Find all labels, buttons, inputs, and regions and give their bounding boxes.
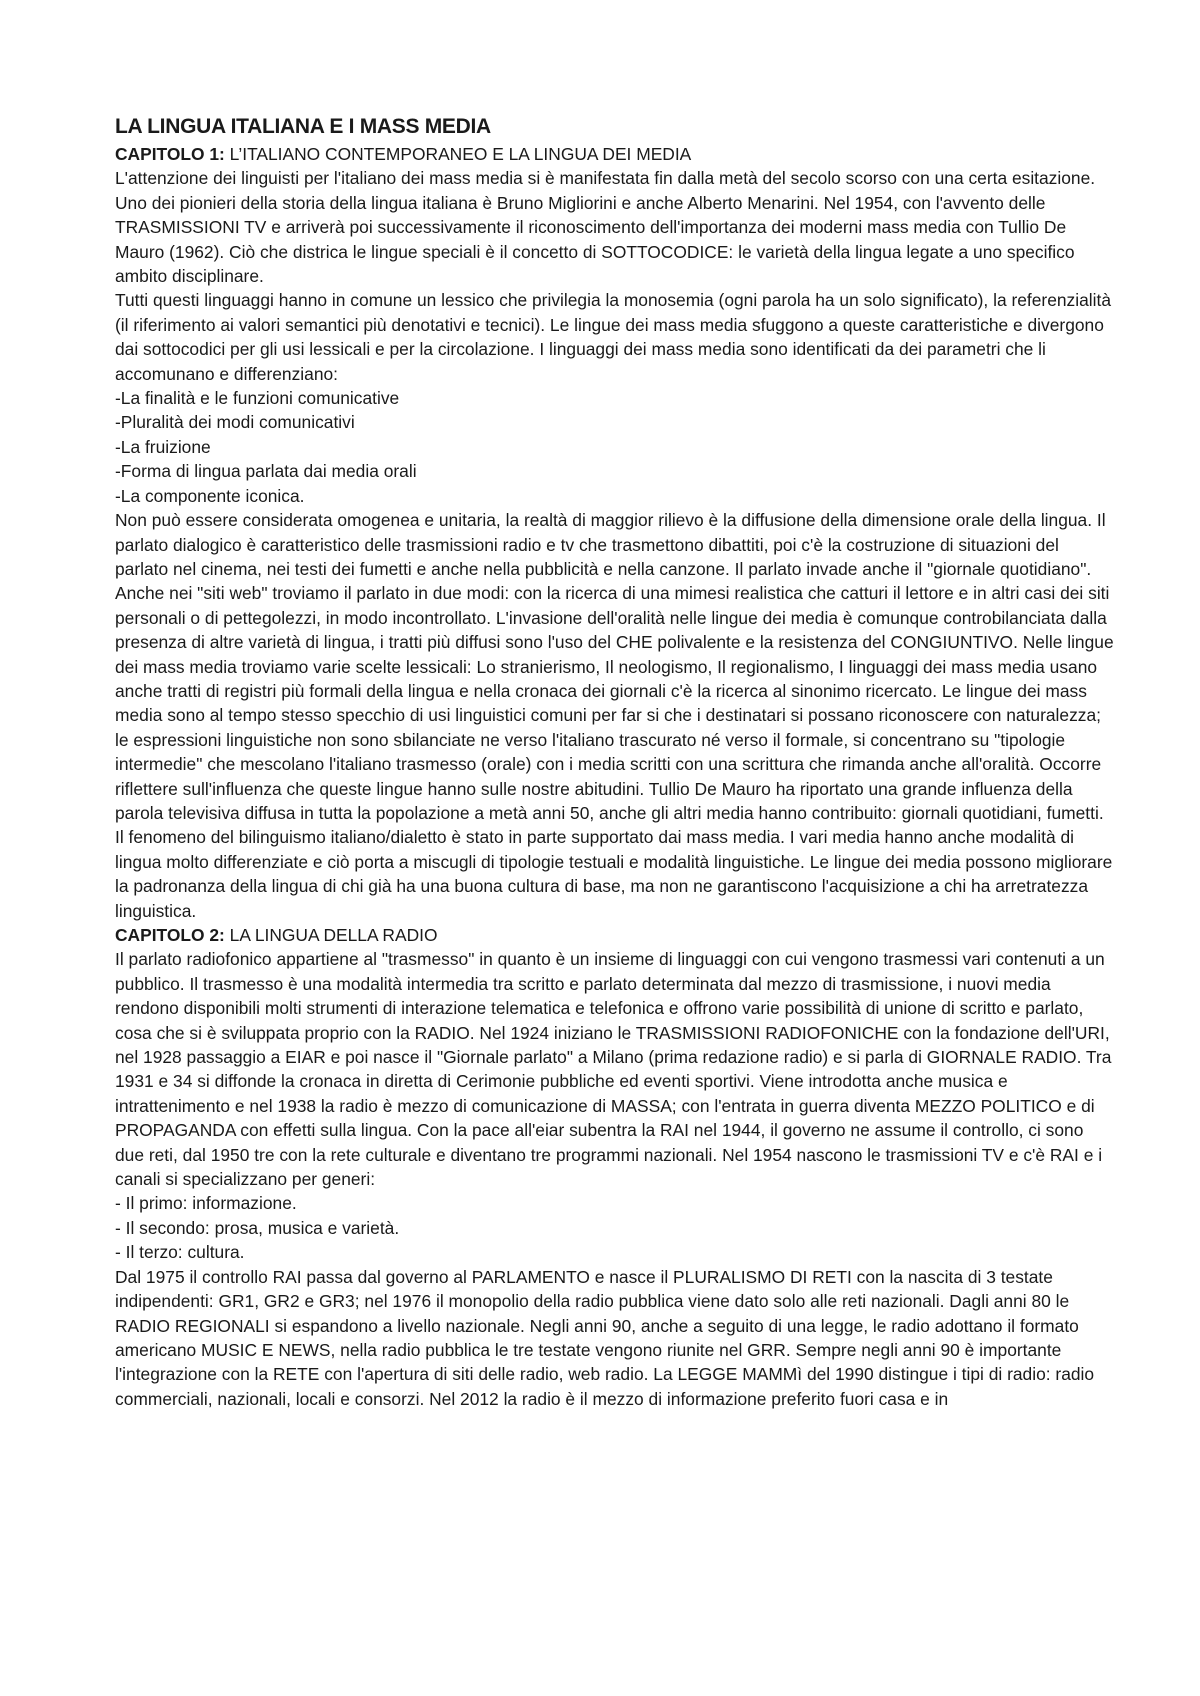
chapter-1-heading xyxy=(115,142,1115,166)
chapter-2-label: CAPITOLO 2: xyxy=(115,925,225,945)
document-page xyxy=(115,112,1115,1411)
list-item: -Forma di lingua parlata dai media orali xyxy=(115,461,417,482)
chapter-2 xyxy=(115,923,1115,1411)
chapter-1-paragraph: Il fenomeno del bilinguismo italiano/dialetto è stato in parte supportato dai mass media. I vari media hanno anche modalità di lingua molto differenziate e ciò porta a miscugli di tipologie testuali e modalità linguistiche. Le lingue dei media possono migliorare la padronanza della lingua di chi già ha una buona cultura di base, ma non ne garantiscono l'acquisizione a chi ha arretratezza linguistica. xyxy=(115,827,1113,921)
chapter-2-paragraph: Il parlato radiofonico appartiene al "trasmesso" in quanto è un insieme di linguaggi con cui vengono trasmessi vari contenuti a un pubblico. Il trasmesso è una modalità intermedia tra scritto e parlato determinata dal mezzo di trasmissione, i nuovi media rendono disponibili molti strumenti di interazione telematica e telefonica e offrono varie possibilità di unione di scritto e parlato, cosa che si è sviluppata proprio con la RADIO. Nel 1924 iniziano le TRASMISSIONI RADIOFONICHE con la fondazione dell'URI, nel 1928 passaggio a EIAR e poi nasce il "Giornale parlato" a Milano (prima redazione radio) e si parla di GIORNALE RADIO. Tra 1931 e 34 si diffonde la cronaca in diretta di Cerimonie pubbliche ed eventi sportivi. Viene introdotta anche musica e intrattenimento e nel 1938 la radio è mezzo di comunicazione di MASSA; con l'entrata in guerra diventa MEZZO POLITICO e di PROPAGANDA con effetti sulla lingua. Con la pace all'eiar subentra la RAI nel 1944, il governo ne assume il controllo, ci sono due reti, dal 1950 tre con la rete culturale e diventano tre programmi nazionali. Nel 1954 nascono le trasmissioni TV e c'è RAI e i canali si specializzano per generi: xyxy=(115,949,1112,1190)
list-item: -Pluralità dei modi comunicativi xyxy=(115,412,355,433)
chapter-2-heading xyxy=(115,923,1115,947)
document-title: LA LINGUA ITALIANA E I MASS MEDIA xyxy=(115,115,491,138)
list-item: -La componente iconica. xyxy=(115,485,305,506)
list-item: - Il primo: informazione. xyxy=(115,1193,297,1214)
chapter-1-paragraph: Non può essere considerata omogenea e unitaria, la realtà di maggior rilievo è la diffusione della dimensione orale della lingua. Il parlato dialogico è caratteristico delle trasmissioni radio e tv che trasmettono dibattiti, poi c'è la costruzione di situazioni del parlato nel cinema, nei testi dei fumetti e anche nella pubblicità e nella canzone. Il parlato invade anche il "giornale quotidiano". Anche nei "siti web" troviamo il parlato in due modi: con la ricerca di una mimesi realistica che catturi il lettore e in altri casi dei siti personali o di pettegolezzi, in modo incontrollato. L'invasione dell'oralità nelle lingue dei media è comunque controbilanciata dalla presenza di altre varietà di lingua, i tratti più diffusi sono l'uso del CHE polivalente e la resistenza del CONGIUNTIVO. Nelle lingue dei mass media troviamo varie scelte lessicali: Lo stranierismo, Il neologismo, Il regionalismo, I linguaggi dei mass media usano anche tratti di registri più formali della lingua e nella cronaca dei giornali c'è la ricerca al sinonimo ricercato. Le lingue dei mass media sono al tempo stesso specchio di usi linguistici comuni per far si che i destinatari si possano riconoscere con naturalezza; le espressioni linguistiche non sono sbilanciate ne verso l'italiano trascurato né verso il formale, si concentrano su "tipologie intermedie" che mescolano l'italiano trasmesso (orale) con i media scritti con una scrittura che rimanda anche all'oralità. Occorre riflettere sull'influenza che queste lingue hanno sulle nostre abitudini. Tullio De Mauro ha riportato una grande influenza della parola televisiva diffusa in tutta la popolazione a metà anni 50, anche gli altri media hanno contribuito: giornali quotidiani, fumetti. xyxy=(115,510,1114,823)
chapter-2-title: LA LINGUA DELLA RADIO xyxy=(224,925,438,945)
chapter-1 xyxy=(115,142,1115,923)
chapter-1-paragraph: Tutti questi linguaggi hanno in comune un lessico che privilegia la monosemia (ogni parola ha un solo significato), la referenzialità (il riferimento ai valori semantici più denotativi e tecnici). Le lingue dei mass media sfuggono a queste caratteristiche e divergono dai sottocodici per gli usi lessicali e per la circolazione. I linguaggi dei mass media sono identificati da dei parametri che li accomunano e differenziano: xyxy=(115,290,1112,384)
chapter-2-paragraph: Dal 1975 il controllo RAI passa dal governo al PARLAMENTO e nasce il PLURALISMO DI RETI con la nascita di 3 testate indipendenti: GR1, GR2 e GR3; nel 1976 il monopolio della radio pubblica viene dato solo alle reti nazionali. Dagli anni 80 le RADIO REGIONALI si espandono a livello nazionale. Negli anni 90, anche a seguito di una legge, le radio adottano il formato americano MUSIC E NEWS, nella radio pubblica le tre testate vengono riunite nel GRR. Sempre negli anni 90 è importante l'integrazione con la RETE con l'apertura di siti delle radio, web radio. La LEGGE MAMMì del 1990 distingue i tipi di radio: radio commerciali, nazionali, locali e consorzi. Nel 2012 la radio è il mezzo di informazione preferito fuori casa e in xyxy=(115,1266,1095,1409)
list-item: -La fruizione xyxy=(115,436,211,457)
list-item: - Il terzo: cultura. xyxy=(115,1242,245,1263)
chapter-1-title: L’ITALIANO CONTEMPORANEO E LA LINGUA DEI MEDIA xyxy=(224,144,692,164)
chapter-1-paragraph: L'attenzione dei linguisti per l'italiano dei mass media si è manifestata fin dalla metà del secolo scorso con una certa esitazione. Uno dei pionieri della storia della lingua italiana è Bruno Migliorini e anche Alberto Menarini. Nel 1954, con l'avvento delle TRASMISSIONI TV e arriverà poi successivamente il riconoscimento dell'importanza dei moderni mass media con Tullio De Mauro (1962). Ciò che districa le lingue speciali è il concetto di SOTTOCODICE: le varietà della lingua legate a uno specifico ambito disciplinare. xyxy=(115,168,1096,287)
list-item: -La finalità e le funzioni comunicative xyxy=(115,388,400,409)
chapter-1-label: CAPITOLO 1: xyxy=(115,144,225,164)
list-item: - Il secondo: prosa, musica e varietà. xyxy=(115,1217,400,1238)
